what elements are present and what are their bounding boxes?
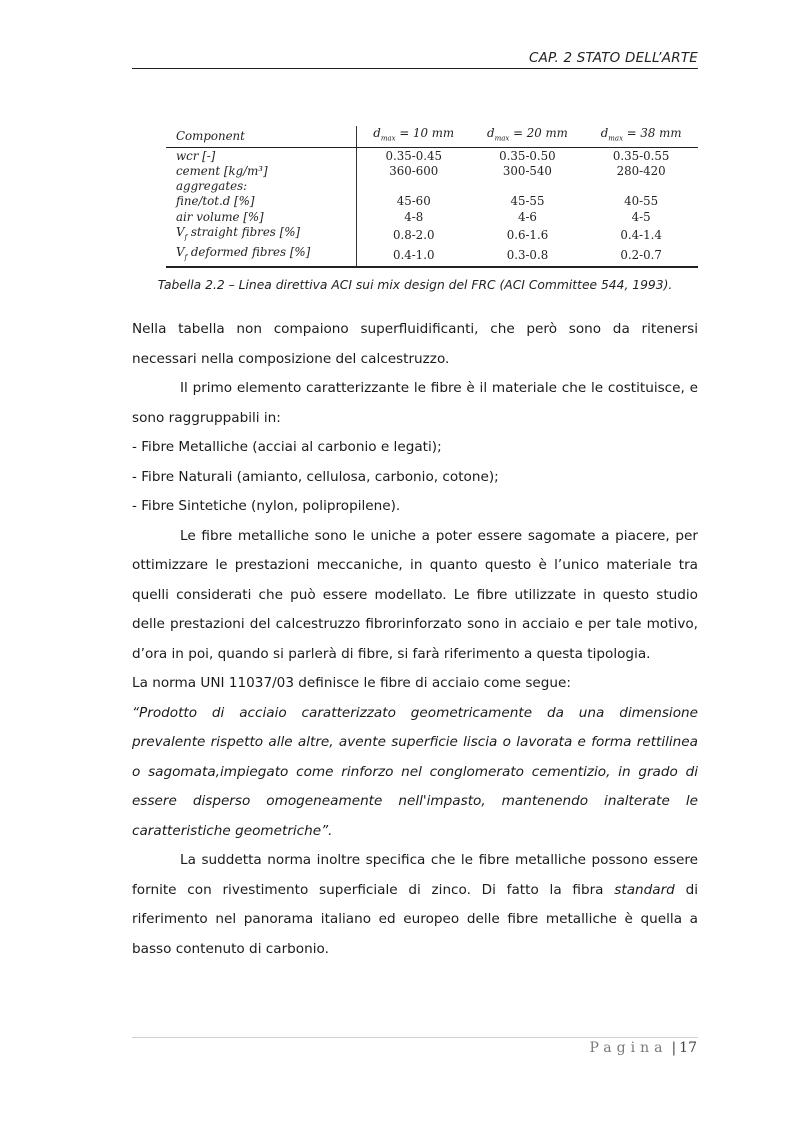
cell-dmax20 <box>471 179 585 194</box>
row-label: $V_f$ deformed fibres [%] <box>166 245 356 266</box>
cell-dmax20: 4-6 <box>517 209 537 224</box>
row-label: aggregates: <box>176 179 248 194</box>
paragraph-metal-fibres: Le fibre metalliche sono le uniche a poter essere sagomate a piacere, per ottimizzare le prestazioni meccaniche, in quanto questo è l’unico materiale tra quelli considerati che può essere modellato. Le fibre utilizzate in questo studio delle prestazioni del calcestruzzo fibrorinforzato sono in acciaio e per tale motivo, d’ora in poi, quando si parlerà di fibre, si farà riferimento a questa tipologia. <box>132 527 698 662</box>
table-header-component: Component <box>166 126 356 148</box>
page-number: 17 <box>679 1040 697 1056</box>
cell-dmax10: 0.8-2.0 <box>356 225 470 245</box>
list-item: - Fibre Metalliche (acciai al carbonio e legati); <box>132 439 442 455</box>
cell-dmax20: 0.3-0.8 <box>471 245 585 266</box>
table-row <box>166 194 698 209</box>
table-row <box>166 225 698 245</box>
cell-dmax38 <box>584 179 698 194</box>
header-divider <box>132 68 698 69</box>
emphasis-standard: standard <box>614 881 675 898</box>
table-row <box>166 210 698 225</box>
row-label: $V_f$ straight fibres [%] <box>176 224 301 242</box>
table-header-row <box>166 126 698 148</box>
table-row <box>166 245 698 266</box>
paragraph-fibre-materials: Il primo elemento caratterizzante le fibre è il materiale che le costituisce, e sono raggruppabili in: <box>132 380 698 426</box>
row-label: cement [kg/m³] <box>176 163 268 178</box>
cell-dmax10: 4-8 <box>356 210 470 225</box>
table-row <box>166 148 698 164</box>
cell-dmax38: 40-55 <box>624 194 659 209</box>
cell-dmax10: 360-600 <box>356 164 470 179</box>
table-caption: Tabella 2.2 – Linea direttiva ACI sui mix design del FRC (ACI Committee 544, 1993). <box>157 278 673 292</box>
cell-dmax10: 0.4-1.0 <box>356 245 470 266</box>
table-row <box>166 164 698 179</box>
cell-dmax38: 4-5 <box>631 209 651 224</box>
cell-dmax38: 0.35-0.55 <box>612 148 670 163</box>
cell-dmax10: 45-60 <box>356 194 470 209</box>
cell-dmax10 <box>356 179 470 194</box>
cell-dmax38: 0.4-1.4 <box>620 227 662 242</box>
table-header-dmax10: $d_{max} = 10$ mm <box>356 126 470 148</box>
page-number-footer <box>590 1040 698 1056</box>
cell-dmax10: 0.35-0.45 <box>356 148 470 164</box>
cell-dmax38: 0.2-0.7 <box>584 245 698 266</box>
list-item: - Fibre Naturali (amianto, cellulosa, carbonio, cotone); <box>132 468 499 485</box>
page-separator: | <box>671 1040 677 1056</box>
cell-dmax20: 300-540 <box>502 163 552 178</box>
cell-dmax20: 0.6-1.6 <box>506 227 549 242</box>
table-header-dmax38: $d_{max} = 38$ mm <box>584 126 698 148</box>
row-label: fine/tot.d [%] <box>176 194 255 209</box>
table-header-dmax20: $d_{max} = 20$ mm <box>471 126 585 148</box>
running-header: CAP. 2 STATO DELL’ARTE <box>528 50 698 66</box>
norm-quote: “Prodotto di acciaio caratterizzato geometricamente da una dimensione prevalente rispetto alle altre, avente superficie liscia o lavorata e forma rettilinea o sagomata,impiegato come rinforzo nel conglomerato cementizio, in grado di essere disperso omogeneamente nell'impasto, mantenendo inalterate le caratteristiche geometriche”. <box>132 704 698 839</box>
cell-dmax20: 45-55 <box>510 194 545 209</box>
table-row <box>166 179 698 194</box>
footer-divider <box>132 1037 698 1038</box>
row-label: wcr [-] <box>176 148 216 163</box>
paragraph-zinc-coating: La suddetta norma inoltre specifica che le fibre metalliche possono essere fornite con rivestimento superficiale di zinco. Di fatto la fibra standard di riferimento nel panorama italiano ed europeo delle fibre metalliche è quella a basso contenuto di carbonio. <box>132 852 698 957</box>
body-text <box>132 315 698 964</box>
mix-design-table <box>166 126 698 268</box>
row-label: air volume [%] <box>176 209 264 224</box>
cell-dmax20: 0.35-0.50 <box>499 148 556 163</box>
paragraph-uni-norm: La norma UNI 11037/03 definisce le fibre di acciaio come segue: <box>132 675 571 691</box>
page-word: Pagina <box>589 1040 668 1056</box>
cell-dmax38: 280-420 <box>616 163 666 178</box>
paragraph-table-note: Nella tabella non compaiono superfluidificanti, che però sono da ritenersi necessari nella composizione del calcestruzzo. <box>132 321 698 367</box>
list-item: - Fibre Sintetiche (nylon, polipropilene). <box>132 498 401 514</box>
